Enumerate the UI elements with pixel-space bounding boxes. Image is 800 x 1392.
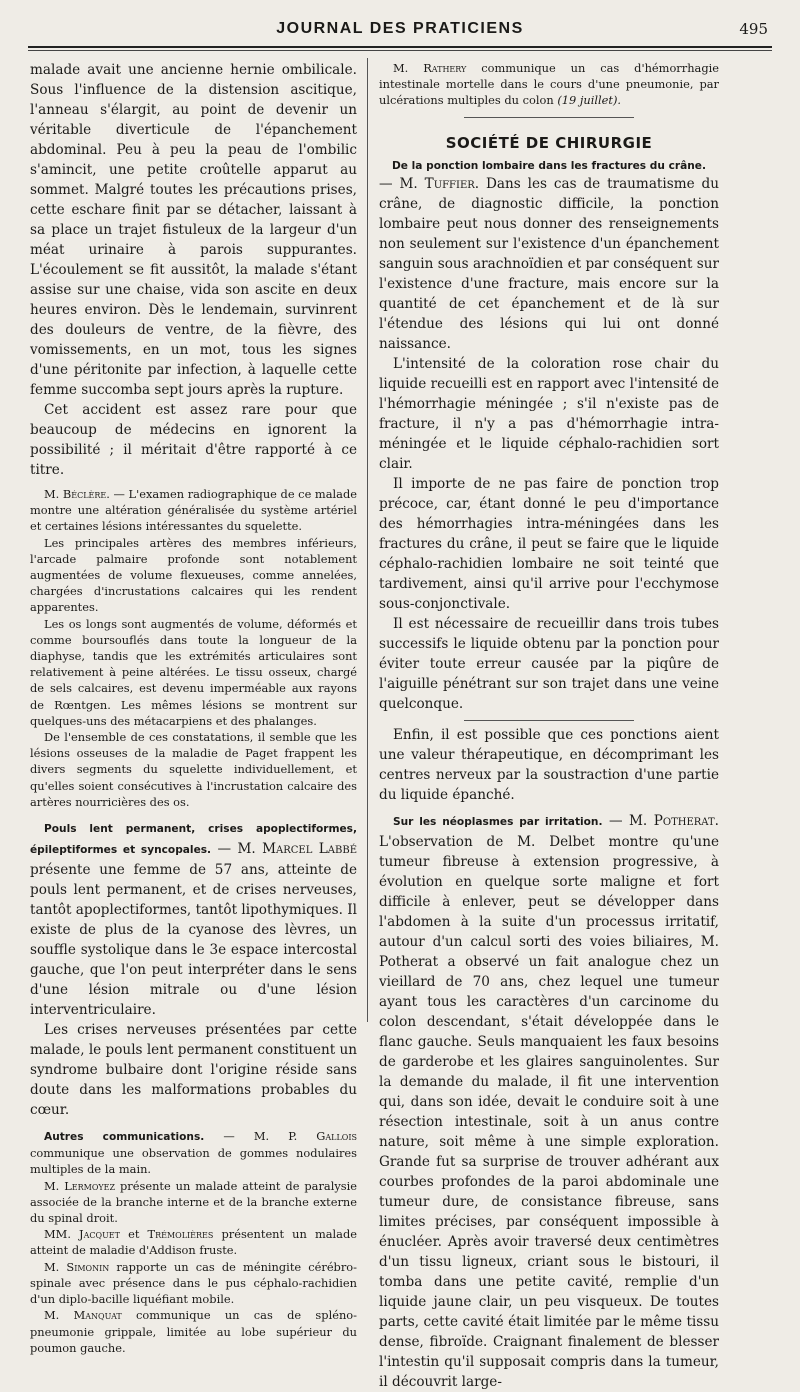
paragraph-paget: De l'ensemble de ces constatations, il semble que les lésions osseuses de la maladie de Paget frappent les divers segments du squelette individuellement, et qu'elles soient consécutives à l'incrustation calcaire des artères nourricières des os. [30,730,357,809]
jacquet-mid: et [120,1227,148,1242]
paragraph-intensite: L'intensité de la coloration rose chair du liquide recueilli est en rapport avec l'intensité de l'hémorrhagie méningée ; s'il n'existe pas de fracture, il n'y a pas d'hémorrhagie intra-méningée et le liquide céphalo-rachidien sort clair. [379,355,719,472]
paragraph-os-longs: Les os longs sont augmentés de volume, déformés et comme boursouflés dans toute la longueur de la diaphyse, tandis que les extrémités articulaires sont relativement à peine altérées. Le tissu osseux, chargé de sels calcaires, est devenu imperméable aux rayons de Rœntgen. Les mêmes lésions se montrent sur quelques-uns des métacarpiens et des phalanges. [30,616,357,728]
divider-short [464,720,634,721]
column-divider [367,58,368,1022]
neo-text: . L'observation de M. Delbet montre qu'une tumeur fibreuse à extension progressive, à évolution en quelque sorte maligne et fort difficile à enlever, peut se développer dans l'abdomen à la suite d'un processus irritatif, autour d'un calcul sorti des voies biliaires, M. Potherat a observé un fait analogue chez un vieillard de 70 ans, chez lequel une tumeur ayant tous les caractères d'un carcinome du colon descendant, s'était développée dans le flanc gauche. Seuls manquaient les faux besoins de garderobe et les glaires sanguinolentes. Sur la demande du malade, il fit une intervention qui, dans son idée, devait le conduire soit à une résection intestinale, soit à un anus contre nature, soit même à une simple exploration. Grande fut sa surprise de trouver adhérant aux courbes profondes de la paroi abdominale une tumeur dure, de consistance fibreuse, sans limites précises, par conséquent impossible à énucléer. Après avoir traversé deux centimètres d'un tissu ligneux, criant sous le bistouri, il tomba dans une petite cavité, remplie d'un liquide jaune clair, un peu visqueux. De toutes parts, cette cavité était limitée par le même tissu dense, fibroïde. Craignant finalement de blesser l'intestin qu'il supposait compris dans la tumeur, il découvrit large- [379,812,719,1390]
section-title-chirurgie: SOCIÉTÉ DE CHIRURGIE [445,133,653,152]
paragraph-lermoyez [30,1178,357,1227]
lermoyez-text: présente un malade atteint de paralysie associée de la branche interne et de la branche externe du spinal droit. [30,1178,358,1226]
paragraph-crises: Les crises nerveuses présentées par cette malade, le pouls lent permanent constituent un syndrome bulbaire dont l'origine réside sans doute dans les malformations probables du cœur. [30,1022,357,1119]
author-tuffier: Tuffier [424,175,475,192]
manquat-prefix: M. [44,1308,74,1323]
author-beclere: M. Béclère. [44,487,110,501]
left-column [30,60,358,1355]
paragraph-neoplasmes [379,811,719,1392]
lermoyez-prefix: M. [44,1178,65,1193]
author-gallois: Gallois [316,1129,357,1144]
right-column [379,60,719,1390]
author-rathery: Rathery [423,61,467,75]
neo-dash: — M. [602,812,654,829]
heading-ponction: De la ponction lombaire dans les fractures du crâne. [392,159,706,172]
rathery-prefix: M. [393,61,424,75]
autres-dash: — M. P. [204,1129,317,1144]
rathery-text: communique un cas d'hémorrhagie intestinale mortelle dans le cours d'une pneumonie, par ulcérations multiples du colon [379,61,719,108]
rathery-date: (19 juillet). [557,93,622,108]
paragraph-ponction [379,174,719,354]
paragraph-autres [30,1128,357,1178]
author-simonin: Simonin [66,1259,110,1274]
author-potherat: Potherat [653,812,715,829]
jacquet-prefix: MM. [44,1227,80,1242]
pouls-text: présente une femme de 57 ans, atteinte de pouls lent permanent, et de crises nerveuses, tantôt apoplectiformes, tantôt lipothymiques. Il existe de plus de la cyanose des lèvres, un souffle systolique dans le 3e espace intercostal gauche, que l'on peut interpréter dans le sens d'une lésion mitrale ou d'une lésion interventriculaire. [30,862,357,1019]
author-lermoyez: Lermoyez [64,1178,116,1193]
pouls-dash: — M. [211,841,263,858]
heading-autres: Autres communications. [44,1131,205,1144]
autres-text: communique une observation de gommes nodulaires multiples de la main. [30,1146,357,1177]
simonin-text: rapporte un cas de méningite cérébro-spinale avec présence dans le pus céphalo-rachidien d'un diplo-bacille liquéfiant mobile. [30,1259,357,1307]
ponction-text: . Dans les cas de traumatisme du crâne, de diagnostic difficile, la ponction lombaire peut nous donner des renseignements non seulement sur l'existence d'un épanchement sanguin sous arachnoïdien et par conséquent sur l'existence d'une fracture, mais encore sur la quantité de cet épanchement et de là sur l'étendue des lésions qui lui ont donné naissance. [379,175,719,352]
simonin-prefix: M. [44,1259,67,1274]
section-rule [464,117,634,118]
author-jacquet: Jacquet [79,1227,120,1242]
paragraph-manquat [30,1307,357,1356]
paragraph-pouls-lent [30,818,357,1020]
header-rule [28,46,772,48]
paragraph-hernie: malade avait une ancienne hernie ombilicale. Sous l'influence de la distension ascitique, l'anneau s'élargit, au point de devenir un véritable diverticule de l'épanchement abdominal. Peu à peu la peau de l'ombilic s'amincit, une petite croûtelle apparut au sommet. Malgré toutes les précautions prises, cette eschare finit par se détacher, laissant à sa place un trajet fistuleux de la largeur d'un méat urinaire à parois suppurantes. L'écoulement se fit aussitôt, la malade s'étant assise sur une chaise, vida son ascite en deux heures environ. Dès le lendemain, survinrent des douleurs de ventre, de la fièvre, des vomissements, en un mot, tous les signes d'une péritonite par infection, à laquelle cette femme succomba sept jours après la rupture. [30,62,357,398]
paragraph-simonin [30,1259,357,1308]
paragraph-accident: Cet accident est assez rare pour que beaucoup de médecins en ignorent la possibilité ; il méritait d'être rapporté à ce titre. [30,402,357,478]
heading-pouls-lent: Pouls lent permanent, crises apoplectiformes, épileptiformes et syncopales. [30,823,357,857]
journal-title: JOURNAL DES PRATICIENS [276,20,524,37]
running-header [28,18,772,46]
author-manquat: Manquat [73,1308,122,1323]
paragraph-importe: Il importe de ne pas faire de ponction trop précoce, car, étant donné le peu d'importance des hémorrhagies intra-méningées dans les fractures du crâne, il peut se faire que le liquide céphalo-rachidien lombaire ne soit teinté que tardivement, ainsi qu'il arrive pour l'ecchymose sous-conjonctivale. [379,475,719,612]
paragraph-jacquet [30,1226,357,1258]
paragraph-arteres: Les principales artères des membres inférieurs, l'arcade palmaire profonde sont notablement augmentées de volume flexueuses, comme annelées, chargées d'incrustations calcaires qui les rendent apparentes. [30,535,357,615]
paragraph-rathery [379,60,719,109]
author-tremolieres: Trémolières [147,1227,214,1242]
beclere-text: — L'examen radiographique de ce malade montre une altération généralisée du système artériel et certaines lésions intéressantes du squelette. [30,487,357,534]
ponction-dash: — M. [379,175,425,192]
paragraph-enfin: Enfin, il est possible que ces ponctions aient une valeur thérapeutique, en décomprimant les centres nerveux par la soustraction d'une partie du liquide épanché. [379,726,719,803]
paragraph-beclere [30,486,357,535]
manquat-text: communique un cas de spléno-pneumonie grippale, limitée au lobe supérieur du poumon gauche. [30,1308,357,1355]
jacquet-text: présentent un malade atteint de maladie d'Addison fruste. [30,1227,357,1258]
paragraph-necessaire: Il est nécessaire de recueillir dans trois tubes successifs le liquide obtenu par la ponction pour éviter toute erreur causée par la piqûre de l'aiguille pénétrant sur son trajet dans une veine quelconque. [379,615,719,712]
author-labbe: Marcel Labbé [262,841,357,858]
heading-neoplasmes: Sur les néoplasmes par irritation. [393,815,603,828]
page-number: 495 [739,20,768,38]
header-rule-thin [28,50,772,51]
